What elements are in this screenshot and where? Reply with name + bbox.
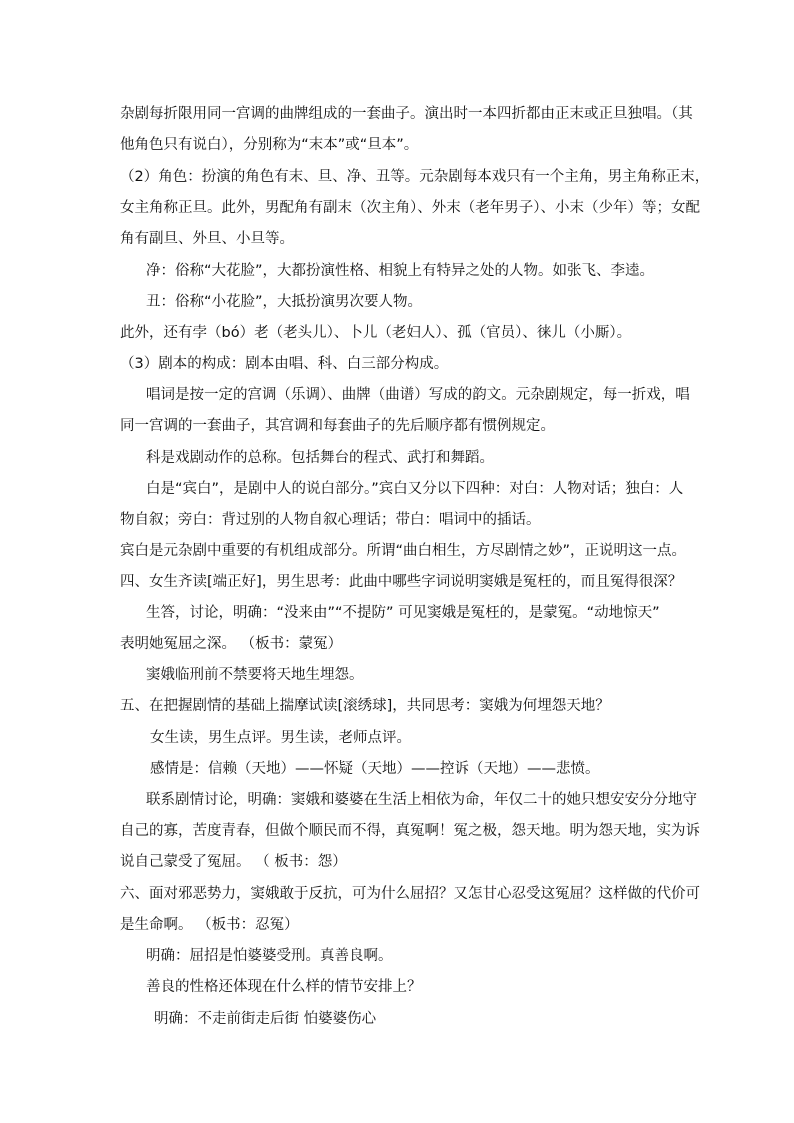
paragraph-line: 他角色只有说白），分别称为“末本”或“旦本”。 (120, 137, 419, 153)
paragraph-line: 唱词是按一定的宫调（乐调）、曲牌（曲谱）写成的韵文。元杂剧规定，每一折戏，唱 (146, 387, 690, 403)
paragraph-line: 宾白是元杂剧中重要的有机组成部分。所谓“曲白相生，方尽剧情之妙”，正说明这一点。 (120, 543, 687, 559)
paragraph-line: （2）角色：扮演的角色有末、旦、净、丑等。元杂剧每本戏只有一个主角，男主角称正末， (120, 169, 710, 185)
section-heading: 五、在把握剧情的基础上揣摩试读[滚绣球]，共同思考：窦娥为何埋怨天地？ (120, 698, 610, 714)
paragraph-line: 感情是：信赖（天地）——怀疑（天地）——控诉（天地）——悲愤。 (150, 761, 600, 777)
paragraph-line: 净：俗称“大花脸”，大都扮演性格、相貌上有特异之处的人物。如张飞、李逵。 (146, 263, 655, 279)
paragraph-line: 同一宫调的一套曲子，其宫调和每套曲子的先后顺序都有惯例规定。 (120, 418, 555, 434)
paragraph-line: 善良的性格还体现在什么样的情节安排上？ (146, 979, 422, 995)
paragraph-line: 说自己蒙受了冤屈。 （ 板书：怨） (120, 854, 347, 870)
paragraph-line: 表明她冤屈之深。 （板书：蒙冤） (120, 636, 343, 652)
paragraph-line: 窦娥临刑前不禁要将天地生埋怨。 (146, 667, 364, 683)
paragraph-line: 科是戏剧动作的总称。包括舞台的程式、武打和舞蹈。 (146, 450, 494, 466)
paragraph-line: 杂剧每折限用同一宫调的曲牌组成的一套曲子。演出时一本四折都由正末或正旦独唱。（其 (120, 106, 693, 122)
section-heading: 六、面对邪恶势力，窦娥敢于反抗，可为什么屈招？又怎甘心忍受这冤屈？这样做的代价可 (120, 886, 700, 902)
paragraph-line: 自己的寡，苦度青春，但做个顺民而不得，真冤啊！冤之极，怨天地。明为怨天地，实为诉 (120, 823, 700, 839)
paragraph-line: 明确：不走前街走后街 怕婆婆伤心 (154, 1011, 377, 1027)
paragraph-line: 物自叙；旁白：背过别的人物自叙心理话；带白：唱词中的插话。 (120, 512, 541, 528)
paragraph-line: （3）剧本的构成：剧本由唱、科、白三部分构成。 (120, 356, 449, 372)
paragraph-line: 此外，还有孛（bó）老（老头儿）、卜儿（老妇人）、孤（官员）、徕儿（小厮）。 (120, 325, 632, 341)
paragraph-line: 丑：俗称“小花脸”，大抵扮演男次要人物。 (146, 294, 423, 310)
paragraph-line: 女主角称正旦。此外，男配角有副末（次主角）、外末（老年男子）、小末（少年）等；女配 (120, 200, 700, 216)
paragraph-line: 角有副旦、外旦、小旦等。 (120, 231, 294, 247)
paragraph-line: 明确：屈招是怕婆婆受刑。真善良啊。 (146, 948, 393, 964)
paragraph-line: 生答，讨论，明确：“没来由”“不提防” 可见窦娥是冤枉的，是蒙冤。“动地惊天” (146, 605, 660, 621)
paragraph-line: 白是“宾白”，是剧中人的说白部分。”宾白又分以下四种：对白：人物对话；独白：人 (146, 481, 684, 497)
paragraph-line: 是生命啊。 （板书：忍冤） (120, 917, 299, 933)
paragraph-line: 女生读，男生点评。男生读，老师点评。 (150, 730, 411, 746)
paragraph-line: 联系剧情讨论，明确：窦娥和婆婆在生活上相依为命，年仅二十的她只想安安分分地守 (146, 792, 697, 808)
section-heading: 四、女生齐读[端正好]，男生思考：此曲中哪些字词说明窦娥是冤枉的，而且冤得很深？ (120, 574, 683, 590)
